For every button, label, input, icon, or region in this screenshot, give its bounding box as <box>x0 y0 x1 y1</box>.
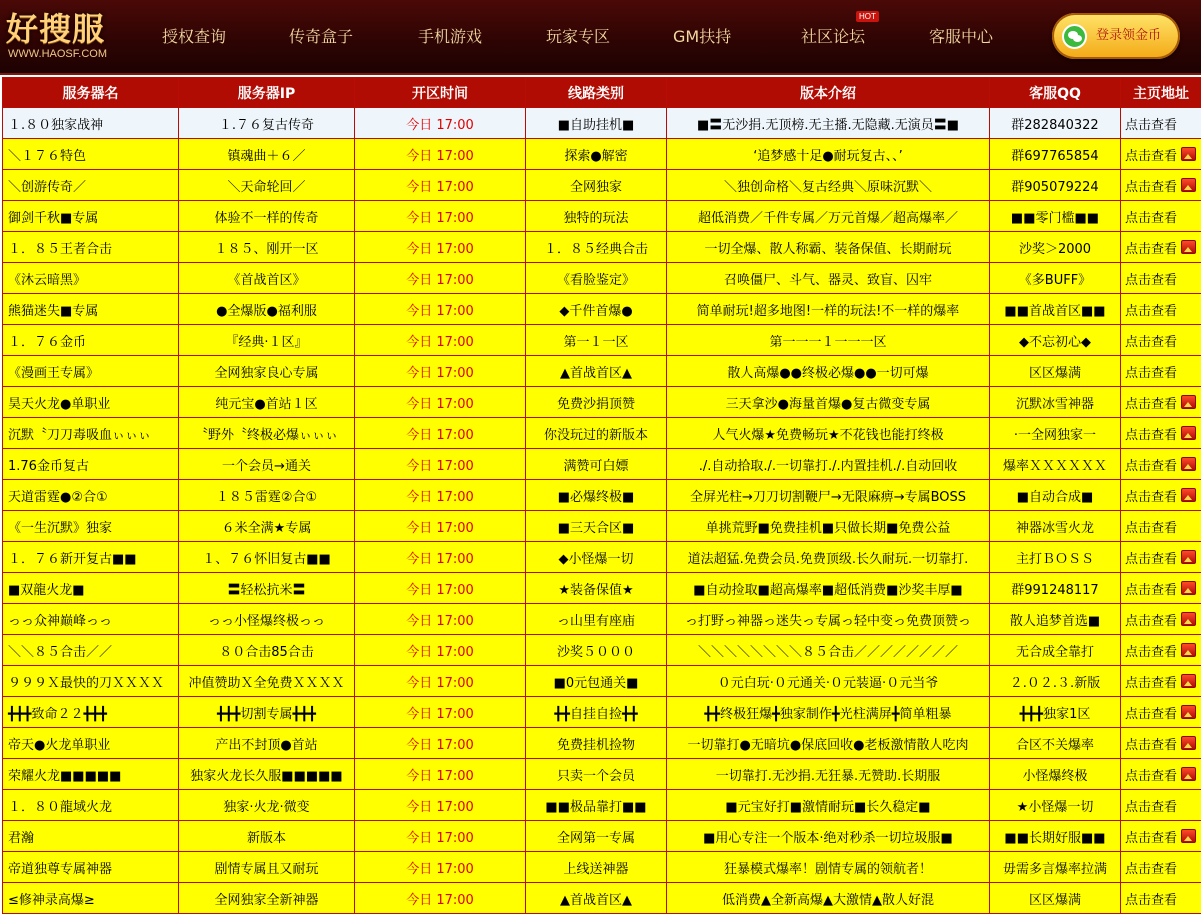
line-type-cell: 独特的玩法 <box>526 201 667 232</box>
server-name-cell[interactable]: ９９９Ｘ最快的刀ＸＸＸＸ <box>3 666 179 697</box>
open-time-cell: 今日 17:00 <box>355 790 526 821</box>
service-qq-cell: 神器冰雪火龙 <box>990 511 1121 542</box>
server-ip-cell: 《首战首区》 <box>179 263 355 294</box>
version-intro-cell: っ打野っ神器っ迷失っ专属っ轻中变っ免费顶赞っ <box>667 604 990 635</box>
site-header <box>0 0 1201 75</box>
table-row <box>3 325 1201 356</box>
server-name-cell[interactable]: １．８０龍域火龙 <box>3 790 179 821</box>
line-type-cell: 全网第一专属 <box>526 821 667 852</box>
service-qq-cell: ·一全网独家一 <box>990 418 1121 449</box>
homepage-link-label[interactable]: 点击查看 <box>1125 614 1177 629</box>
header-line-type: 线路类别 <box>526 78 667 108</box>
server-name-cell[interactable]: 昊天火龙●单职业 <box>3 387 179 418</box>
service-qq-cell: 主打ＢＯＳＳ <box>990 542 1121 573</box>
line-type-cell: 探索●解密 <box>526 139 667 170</box>
open-time-cell: 今日 17:00 <box>355 759 526 790</box>
open-time-cell: 今日 17:00 <box>355 294 526 325</box>
table-row <box>3 139 1201 170</box>
table-row <box>3 852 1201 883</box>
version-intro-cell: 一切全爆、散人称霸、装备保值、长期耐玩 <box>667 232 990 263</box>
header-server-ip: 服务器IP <box>179 78 355 108</box>
line-type-cell: 免费挂机捡物 <box>526 728 667 759</box>
server-name-cell[interactable]: 帝道独尊专属神器 <box>3 852 179 883</box>
service-qq-cell: 群991248117 <box>990 573 1121 604</box>
server-name-cell[interactable]: ＼创游传奇／ <box>3 170 179 201</box>
login-button-label: 登录领金币 <box>1096 13 1161 59</box>
service-qq-cell: 无合成全靠打 <box>990 635 1121 666</box>
homepage-link[interactable] <box>1121 728 1201 759</box>
service-qq-cell: 合区不关爆率 <box>990 728 1121 759</box>
server-ip-cell: ●全爆版●福利服 <box>179 294 355 325</box>
open-time-cell: 今日 17:00 <box>355 325 526 356</box>
service-qq-cell: ■■首战首区■■ <box>990 294 1121 325</box>
version-intro-cell: ■用心专注一个版本·绝对秒杀一切垃圾服■ <box>667 821 990 852</box>
open-time-cell: 今日 17:00 <box>355 852 526 883</box>
homepage-link-label[interactable]: 点击查看 <box>1125 738 1177 753</box>
open-time-cell: 今日 17:00 <box>355 201 526 232</box>
homepage-link-label[interactable]: 点击查看 <box>1125 645 1177 660</box>
nav-player-zone[interactable]: 玩家专区 <box>546 0 610 73</box>
open-time-cell: 今日 17:00 <box>355 263 526 294</box>
version-intro-cell: 超低消费／千件专属／万元首爆／超高爆率／ <box>667 201 990 232</box>
server-ip-cell: ╋╋╋切割专属╋╋╋ <box>179 697 355 728</box>
server-name-cell[interactable]: 《一生沉默》独家 <box>3 511 179 542</box>
line-type-cell: 只卖一个会员 <box>526 759 667 790</box>
table-row <box>3 201 1201 232</box>
table-row <box>3 480 1201 511</box>
open-time-cell: 今日 17:00 <box>355 883 526 914</box>
server-name-cell[interactable]: ╋╋╋致命２２╋╋╋ <box>3 697 179 728</box>
image-preview-icon[interactable] <box>1181 178 1196 192</box>
line-type-cell: １．８５经典合击 <box>526 232 667 263</box>
homepage-link-label[interactable]: 点击查看 <box>1125 521 1177 536</box>
image-preview-icon[interactable] <box>1181 736 1196 750</box>
image-preview-icon[interactable] <box>1181 240 1196 254</box>
server-name-cell[interactable]: １．８５王者合击 <box>3 232 179 263</box>
homepage-link-label[interactable]: 点击查看 <box>1125 676 1177 691</box>
homepage-link-label[interactable]: 点击查看 <box>1125 149 1177 164</box>
header-open-time: 开区时间 <box>355 78 526 108</box>
service-qq-cell: 群282840322 <box>990 108 1121 139</box>
service-qq-cell: 群697765854 <box>990 139 1121 170</box>
header-homepage: 主页地址 <box>1121 78 1201 108</box>
server-name-cell[interactable]: ＼＼８５合击／／ <box>3 635 179 666</box>
line-type-cell: 免费沙捐顶赞 <box>526 387 667 418</box>
image-preview-icon[interactable] <box>1181 674 1196 688</box>
homepage-link[interactable] <box>1121 480 1201 511</box>
service-qq-cell: ╋╋╋独家1区 <box>990 697 1121 728</box>
table-row <box>3 883 1201 914</box>
table-row <box>3 170 1201 201</box>
line-type-cell: っ山里有座庙 <box>526 604 667 635</box>
server-name-cell[interactable]: 荣耀火龙■■■■■ <box>3 759 179 790</box>
open-time-cell: 今日 17:00 <box>355 387 526 418</box>
homepage-link-label[interactable]: 点击查看 <box>1125 428 1177 443</box>
homepage-link-label[interactable]: 点击查看 <box>1125 366 1177 381</box>
table-row <box>3 387 1201 418</box>
server-name-cell[interactable]: １.８０独家战神 <box>3 108 179 139</box>
line-type-cell: 你没玩过的新版本 <box>526 418 667 449</box>
open-time-cell: 今日 17:00 <box>355 139 526 170</box>
homepage-link-label[interactable]: 点击查看 <box>1125 335 1177 350</box>
table-row <box>3 697 1201 728</box>
homepage-link-label[interactable]: 点击查看 <box>1125 800 1177 815</box>
line-type-cell: ■0元包通关■ <box>526 666 667 697</box>
homepage-link-label[interactable]: 点击查看 <box>1125 118 1177 133</box>
image-preview-icon[interactable] <box>1181 457 1196 471</box>
service-qq-cell: 沉默冰雪神器 <box>990 387 1121 418</box>
server-ip-cell: 新版本 <box>179 821 355 852</box>
service-qq-cell: ■自动合成■ <box>990 480 1121 511</box>
version-intro-cell: 全屏光柱→刀刀切割鞭尸→无限麻痹→专属BOSS <box>667 480 990 511</box>
homepage-link[interactable] <box>1121 356 1201 387</box>
homepage-link[interactable] <box>1121 542 1201 573</box>
homepage-link[interactable] <box>1121 170 1201 201</box>
version-intro-cell: 一切靠打.无沙捐.无狂暴.无赞助.长期服 <box>667 759 990 790</box>
server-ip-cell: 〝野外〝终极必爆ぃぃぃ <box>179 418 355 449</box>
version-intro-cell: 单挑荒野■免费挂机■只做长期■免费公益 <box>667 511 990 542</box>
server-ip-cell: ６米全满★专属 <box>179 511 355 542</box>
homepage-link-label[interactable]: 点击查看 <box>1125 893 1177 908</box>
server-ip-cell: １８５雷霆②合① <box>179 480 355 511</box>
homepage-link[interactable] <box>1121 883 1201 914</box>
open-time-cell: 今日 17:00 <box>355 821 526 852</box>
service-qq-cell: 爆率ＸＸＸＸＸＸ <box>990 449 1121 480</box>
service-qq-cell: 区区爆满 <box>990 356 1121 387</box>
header-server-name: 服务器名 <box>3 78 179 108</box>
homepage-link-label[interactable]: 点击查看 <box>1125 552 1177 567</box>
table-row <box>3 418 1201 449</box>
version-intro-cell: ０元白玩·０元通关·０元装逼·０元当爷 <box>667 666 990 697</box>
table-row <box>3 666 1201 697</box>
line-type-cell: ■三天合区■ <box>526 511 667 542</box>
homepage-link[interactable] <box>1121 294 1201 325</box>
version-intro-cell: 道法超猛.免费会员.免费顶级.长久耐玩.一切靠打. <box>667 542 990 573</box>
server-table <box>2 77 1201 914</box>
table-row <box>3 573 1201 604</box>
version-intro-cell: 第一一一１一一一区 <box>667 325 990 356</box>
open-time-cell: 今日 17:00 <box>355 449 526 480</box>
homepage-link-label[interactable]: 点击查看 <box>1125 397 1177 412</box>
line-type-cell: ★装备保值★ <box>526 573 667 604</box>
line-type-cell: ◆小怪爆一切 <box>526 542 667 573</box>
line-type-cell: ■■极品靠打■■ <box>526 790 667 821</box>
homepage-link[interactable] <box>1121 387 1201 418</box>
image-preview-icon[interactable] <box>1181 426 1196 440</box>
line-type-cell: ▲首战首区▲ <box>526 356 667 387</box>
line-type-cell: ◆千件首爆● <box>526 294 667 325</box>
server-name-cell[interactable]: 熊猫迷失■专属 <box>3 294 179 325</box>
homepage-link-label[interactable]: 点击查看 <box>1125 180 1177 195</box>
service-qq-cell: 《多BUFF》 <box>990 263 1121 294</box>
nav-gm-support[interactable]: GM扶持 <box>673 0 731 73</box>
server-ip-cell: 产出不封顶●首站 <box>179 728 355 759</box>
server-ip-cell: 纯元宝●首站１区 <box>179 387 355 418</box>
version-intro-cell: ＼＼＼＼＼＼＼＼８５合击／／／／／／／／ <box>667 635 990 666</box>
image-preview-icon[interactable] <box>1181 705 1196 719</box>
header-service-qq: 客服QQ <box>990 78 1121 108</box>
server-ip-cell: １８５、刚开一区 <box>179 232 355 263</box>
server-ip-cell: っっ小怪爆终极っっ <box>179 604 355 635</box>
line-type-cell: 《看脸鉴定》 <box>526 263 667 294</box>
server-name-cell[interactable]: 1.76金币复古 <box>3 449 179 480</box>
homepage-link[interactable] <box>1121 418 1201 449</box>
open-time-cell: 今日 17:00 <box>355 666 526 697</box>
table-row <box>3 263 1201 294</box>
server-name-cell[interactable]: ＼１７６特色 <box>3 139 179 170</box>
table-row <box>3 511 1201 542</box>
open-time-cell: 今日 17:00 <box>355 604 526 635</box>
table-row <box>3 449 1201 480</box>
server-name-cell[interactable]: 《沐云暗黑》 <box>3 263 179 294</box>
open-time-cell: 今日 17:00 <box>355 170 526 201</box>
service-qq-cell: 散人追梦首选■ <box>990 604 1121 635</box>
image-preview-icon[interactable] <box>1181 612 1196 626</box>
service-qq-cell: ◆不忘初心◆ <box>990 325 1121 356</box>
image-preview-icon[interactable] <box>1181 767 1196 781</box>
table-row <box>3 759 1201 790</box>
version-intro-cell: 散人高爆●●终极必爆●●一切可爆 <box>667 356 990 387</box>
server-ip-cell: ＼天命轮回／ <box>179 170 355 201</box>
image-preview-icon[interactable] <box>1181 147 1196 161</box>
table-row <box>3 542 1201 573</box>
service-qq-cell: 群905079224 <box>990 170 1121 201</box>
open-time-cell: 今日 17:00 <box>355 573 526 604</box>
header-version-intro: 版本介绍 <box>667 78 990 108</box>
server-ip-cell: 全网独家良心专属 <box>179 356 355 387</box>
homepage-link-label[interactable]: 点击查看 <box>1125 490 1177 505</box>
homepage-link[interactable] <box>1121 852 1201 883</box>
server-ip-cell: 〓轻松抗米〓 <box>179 573 355 604</box>
homepage-link[interactable] <box>1121 139 1201 170</box>
homepage-link[interactable] <box>1121 511 1201 542</box>
table-row <box>3 108 1201 139</box>
open-time-cell: 今日 17:00 <box>355 542 526 573</box>
server-ip-cell: 『经典·１区』 <box>179 325 355 356</box>
site-logo[interactable] <box>6 4 116 64</box>
service-qq-cell: ２.０２.３.新版 <box>990 666 1121 697</box>
homepage-link[interactable] <box>1121 604 1201 635</box>
line-type-cell: ■必爆终极■ <box>526 480 667 511</box>
homepage-link-label[interactable]: 点击查看 <box>1125 707 1177 722</box>
logo-url: WWW.HAOSF.COM <box>8 48 107 60</box>
version-intro-cell: ./.自动拾取./.一切靠打./.内置挂机./.自动回收 <box>667 449 990 480</box>
homepage-link[interactable] <box>1121 573 1201 604</box>
version-intro-cell: ╋╋终极狂爆╋独家制作╋光柱满屏╋简单粗暴 <box>667 697 990 728</box>
homepage-link-label[interactable]: 点击查看 <box>1125 242 1177 257</box>
homepage-link-label[interactable]: 点击查看 <box>1125 583 1177 598</box>
version-intro-cell: 三天拿沙●海量首爆●复古微变专属 <box>667 387 990 418</box>
image-preview-icon[interactable] <box>1181 395 1196 409</box>
nav-authorization-query[interactable]: 授权查询 <box>162 0 226 73</box>
line-type-cell: 上线送神器 <box>526 852 667 883</box>
homepage-link[interactable] <box>1121 325 1201 356</box>
login-button[interactable] <box>1052 13 1180 59</box>
server-name-cell[interactable]: っっ众神巅峰っっ <box>3 604 179 635</box>
server-ip-cell: １、７６怀旧复古■■ <box>179 542 355 573</box>
server-ip-cell: 一个会员→通关 <box>179 449 355 480</box>
server-name-cell[interactable]: ■双龍火龙■ <box>3 573 179 604</box>
homepage-link[interactable] <box>1121 790 1201 821</box>
image-preview-icon[interactable] <box>1181 581 1196 595</box>
open-time-cell: 今日 17:00 <box>355 418 526 449</box>
image-preview-icon[interactable] <box>1181 829 1196 843</box>
line-type-cell: 全网独家 <box>526 170 667 201</box>
service-qq-cell: ■■零门槛■■ <box>990 201 1121 232</box>
table-row <box>3 635 1201 666</box>
open-time-cell: 今日 17:00 <box>355 108 526 139</box>
line-type-cell: 第一１一区 <box>526 325 667 356</box>
wechat-icon <box>1062 24 1087 49</box>
table-row <box>3 356 1201 387</box>
homepage-link[interactable] <box>1121 201 1201 232</box>
version-intro-cell: 简单耐玩!超多地图!一样的玩法!不一样的爆率 <box>667 294 990 325</box>
server-name-cell[interactable]: 君瀚 <box>3 821 179 852</box>
hot-badge: HOT <box>856 11 879 22</box>
open-time-cell: 今日 17:00 <box>355 728 526 759</box>
table-header-row <box>3 78 1201 108</box>
homepage-link-label[interactable]: 点击查看 <box>1125 831 1177 846</box>
service-qq-cell: ■■长期好服■■ <box>990 821 1121 852</box>
version-intro-cell: 狂暴模式爆率！剧情专属的领航者！ <box>667 852 990 883</box>
homepage-link-label[interactable]: 点击查看 <box>1125 862 1177 877</box>
nav-legend-box[interactable]: 传奇盒子 <box>289 0 353 73</box>
line-type-cell: ■自助挂机■ <box>526 108 667 139</box>
server-name-cell[interactable]: 《漫画王专属》 <box>3 356 179 387</box>
server-name-cell[interactable]: 天道雷霆●②合① <box>3 480 179 511</box>
homepage-link-label[interactable]: 点击查看 <box>1125 304 1177 319</box>
open-time-cell: 今日 17:00 <box>355 697 526 728</box>
server-ip-cell: １.７６复古传奇 <box>179 108 355 139</box>
service-qq-cell: 毋需多言爆率拉满 <box>990 852 1121 883</box>
version-intro-cell: ■元宝好打■激情耐玩■长久稳定■ <box>667 790 990 821</box>
homepage-link[interactable] <box>1121 759 1201 790</box>
homepage-link[interactable] <box>1121 263 1201 294</box>
image-preview-icon[interactable] <box>1181 488 1196 502</box>
service-qq-cell: ★小怪爆一切 <box>990 790 1121 821</box>
line-type-cell: 沙奖５０００ <box>526 635 667 666</box>
open-time-cell: 今日 17:00 <box>355 232 526 263</box>
logo-title: 好搜服 <box>6 4 105 50</box>
image-preview-icon[interactable] <box>1181 550 1196 564</box>
homepage-link-label[interactable]: 点击查看 <box>1125 211 1177 226</box>
server-ip-cell: 独家火龙长久服■■■■■ <box>179 759 355 790</box>
server-name-cell[interactable]: 御剑千秋■专属 <box>3 201 179 232</box>
version-intro-cell: ■〓无沙捐.无顶榜.无主播.无隐藏.无演员〓■ <box>667 108 990 139</box>
homepage-link[interactable] <box>1121 449 1201 480</box>
homepage-link[interactable] <box>1121 108 1201 139</box>
version-intro-cell: 一切靠打●无暗坑●保底回收●老板激情散人吃肉 <box>667 728 990 759</box>
service-qq-cell: 小怪爆终极 <box>990 759 1121 790</box>
server-name-cell[interactable]: 帝天●火龙单职业 <box>3 728 179 759</box>
table-row <box>3 232 1201 263</box>
open-time-cell: 今日 17:00 <box>355 635 526 666</box>
table-row <box>3 604 1201 635</box>
table-row <box>3 294 1201 325</box>
server-name-cell[interactable]: １．７６金币 <box>3 325 179 356</box>
open-time-cell: 今日 17:00 <box>355 480 526 511</box>
version-intro-cell: ‘追梦感十足●耐玩复古、、’ <box>667 139 990 170</box>
version-intro-cell: 人气火爆★免费畅玩★不花钱也能打终极 <box>667 418 990 449</box>
service-qq-cell: 沙奖＞2000 <box>990 232 1121 263</box>
line-type-cell: ╋╋自挂自捡╋╋ <box>526 697 667 728</box>
server-ip-cell: ８０合击85合击 <box>179 635 355 666</box>
server-ip-cell: 镇魂曲＋６／ <box>179 139 355 170</box>
server-ip-cell: 体验不一样的传奇 <box>179 201 355 232</box>
homepage-link[interactable] <box>1121 821 1201 852</box>
homepage-link[interactable] <box>1121 666 1201 697</box>
homepage-link[interactable] <box>1121 697 1201 728</box>
server-name-cell[interactable]: 沉默〝刀刀毒吸血ぃぃぃ <box>3 418 179 449</box>
version-intro-cell: 召唤僵尸、斗气、器灵、致盲、囚牢 <box>667 263 990 294</box>
homepage-link[interactable] <box>1121 635 1201 666</box>
image-preview-icon[interactable] <box>1181 643 1196 657</box>
homepage-link-label[interactable]: 点击查看 <box>1125 769 1177 784</box>
server-ip-cell: 独家·火龙·微变 <box>179 790 355 821</box>
nav-customer-service[interactable]: 客服中心 <box>929 0 993 73</box>
line-type-cell: ▲首战首区▲ <box>526 883 667 914</box>
open-time-cell: 今日 17:00 <box>355 356 526 387</box>
server-name-cell[interactable]: ≤修神录高爆≥ <box>3 883 179 914</box>
homepage-link[interactable] <box>1121 232 1201 263</box>
homepage-link-label[interactable]: 点击查看 <box>1125 459 1177 474</box>
version-intro-cell: ＼独创命格＼复古经典＼原味沉默＼ <box>667 170 990 201</box>
nav-community-forum[interactable]: 社区论坛 <box>801 0 865 73</box>
nav-mobile-games[interactable]: 手机游戏 <box>418 0 482 73</box>
server-ip-cell: 全网独家全新神器 <box>179 883 355 914</box>
version-intro-cell: ■自动捡取■超高爆率■超低消费■沙奖丰厚■ <box>667 573 990 604</box>
server-ip-cell: 冲值赞助Ｘ全免费ＸＸＸＸ <box>179 666 355 697</box>
table-row <box>3 728 1201 759</box>
version-intro-cell: 低消费▲全新高爆▲大激情▲散人好混 <box>667 883 990 914</box>
server-name-cell[interactable]: １．７６新开复古■■ <box>3 542 179 573</box>
homepage-link-label[interactable]: 点击查看 <box>1125 273 1177 288</box>
open-time-cell: 今日 17:00 <box>355 511 526 542</box>
table-row <box>3 821 1201 852</box>
line-type-cell: 满赞可白嫖 <box>526 449 667 480</box>
table-row <box>3 790 1201 821</box>
service-qq-cell: 区区爆满 <box>990 883 1121 914</box>
server-ip-cell: 剧情专属且又耐玩 <box>179 852 355 883</box>
